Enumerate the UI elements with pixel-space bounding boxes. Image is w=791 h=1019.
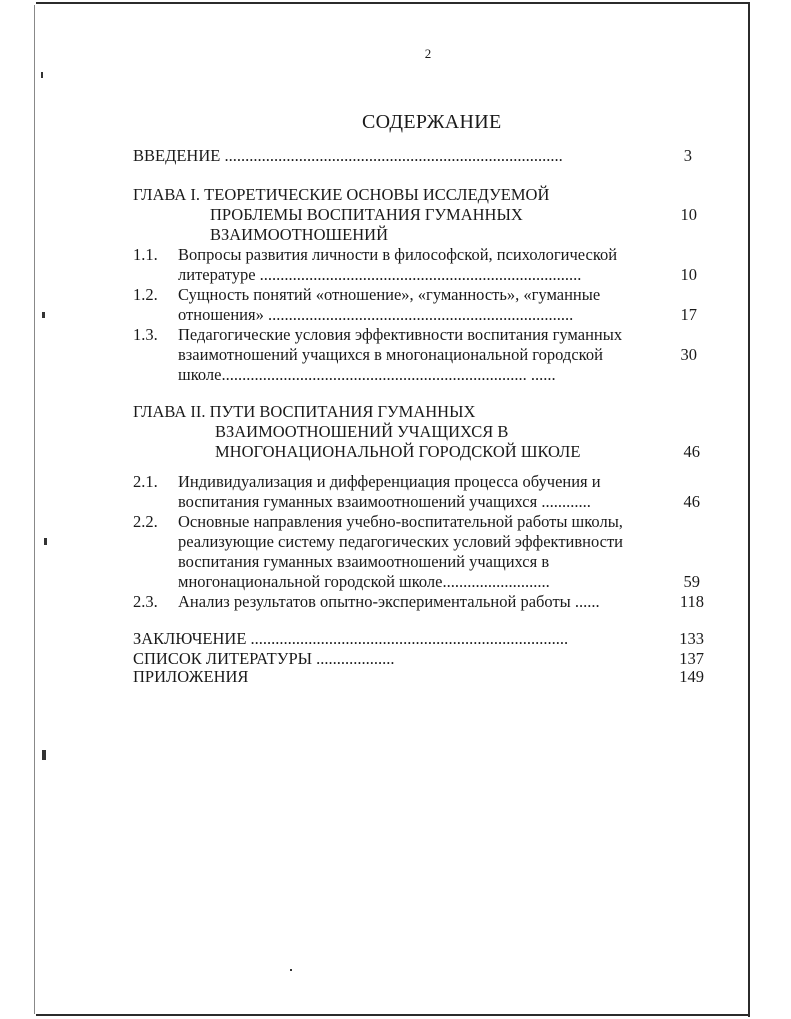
toc-section-2-1-line1: Индивидуализация и дифференциация процесса обучения и bbox=[178, 472, 601, 491]
scan-edge-left bbox=[34, 5, 35, 1014]
toc-conclusion-page: 133 bbox=[679, 629, 704, 648]
toc-section-2-1-page: 46 bbox=[683, 492, 700, 511]
toc-section-1-2-line2: отношения» .......................................................................... bbox=[178, 305, 574, 324]
toc-bibliography-label: СПИСОК ЛИТЕРАТУРЫ ................... bbox=[133, 649, 395, 668]
toc-section-2-3-number: 2.3. bbox=[133, 592, 158, 611]
toc-intro-label: ВВЕДЕНИЕ .................................................................................. bbox=[133, 146, 563, 165]
scan-edge-right bbox=[748, 2, 750, 1017]
toc-section-1-2-line1: Сущность понятий «отношение», «гуманность», «гуманные bbox=[178, 285, 601, 304]
toc-chapter1-title-line1: ГЛАВА I. ТЕОРЕТИЧЕСКИЕ ОСНОВЫ ИССЛЕДУЕМОЙ bbox=[133, 185, 550, 204]
toc-chapter1-page: 10 bbox=[680, 205, 697, 224]
toc-section-2-2-page: 59 bbox=[683, 572, 700, 591]
page-title: СОДЕРЖАНИЕ bbox=[362, 111, 502, 133]
toc-section-2-2-line3: воспитания гуманных взаимоотношений учащихся в bbox=[178, 552, 550, 571]
toc-chapter2-title-line1: ГЛАВА II. ПУТИ ВОСПИТАНИЯ ГУМАННЫХ bbox=[133, 402, 476, 421]
toc-section-1-3-number: 1.3. bbox=[133, 325, 158, 344]
toc-bibliography-page: 137 bbox=[679, 649, 704, 668]
toc-section-1-3-line2: взаимотношений учащихся в многонациональной городской bbox=[178, 345, 603, 364]
scan-speck bbox=[41, 72, 43, 78]
toc-section-2-2-line1: Основные направления учебно-воспитательной работы школы, bbox=[178, 512, 623, 531]
toc-section-1-1-line1: Вопросы развития личности в философской, психологической bbox=[178, 245, 618, 264]
toc-section-2-1-line2: воспитания гуманных взаимоотношений учащихся ............ bbox=[178, 492, 591, 511]
toc-section-2-3-page: 118 bbox=[679, 592, 704, 611]
scan-edge-top bbox=[36, 2, 750, 4]
page-number: 2 bbox=[424, 46, 432, 61]
toc-section-2-3-line1: Анализ результатов опытно-экспериментальной работы ...... bbox=[178, 592, 600, 611]
toc-chapter1-title-line2: ПРОБЛЕМЫ ВОСПИТАНИЯ ГУМАННЫХ bbox=[210, 205, 523, 224]
toc-section-1-3-line3: школе.......................................................................... ...... bbox=[178, 365, 556, 384]
toc-appendices-page: 149 bbox=[679, 667, 704, 686]
toc-chapter2-page: 46 bbox=[683, 442, 700, 461]
scan-speck bbox=[42, 750, 46, 760]
toc-section-1-1-page: 10 bbox=[680, 265, 697, 284]
toc-section-1-2-number: 1.2. bbox=[133, 285, 158, 304]
toc-section-1-2-page: 17 bbox=[680, 305, 697, 324]
toc-chapter2-title-line3: МНОГОНАЦИОНАЛЬНОЙ ГОРОДСКОЙ ШКОЛЕ bbox=[215, 442, 581, 461]
toc-chapter1-title-line3: ВЗАИМООТНОШЕНИЙ bbox=[210, 225, 388, 244]
toc-section-2-2-line4: многонациональной городской школе.......................... bbox=[178, 572, 550, 591]
scan-speck bbox=[290, 969, 292, 971]
toc-intro-page: 3 bbox=[683, 146, 692, 165]
toc-appendices-label: ПРИЛОЖЕНИЯ bbox=[133, 667, 249, 686]
toc-section-1-3-page: 30 bbox=[680, 345, 697, 364]
toc-section-2-2-number: 2.2. bbox=[133, 512, 158, 531]
toc-section-1-1-line2: литературе .............................................................................. bbox=[178, 265, 582, 284]
toc-conclusion-label: ЗАКЛЮЧЕНИЕ ............................................................................. bbox=[133, 629, 569, 648]
scan-edge-bottom bbox=[36, 1014, 750, 1016]
toc-chapter2-title-line2: ВЗАИМООТНОШЕНИЙ УЧАЩИХСЯ В bbox=[215, 422, 509, 441]
toc-section-2-2-line2: реализующие систему педагогических условий эффективности bbox=[178, 532, 624, 551]
scan-speck bbox=[44, 538, 47, 545]
scan-speck bbox=[42, 312, 45, 318]
toc-section-1-3-line1: Педагогические условия эффективности воспитания гуманных bbox=[178, 325, 623, 344]
toc-section-2-1-number: 2.1. bbox=[133, 472, 158, 491]
toc-section-1-1-number: 1.1. bbox=[133, 245, 158, 264]
